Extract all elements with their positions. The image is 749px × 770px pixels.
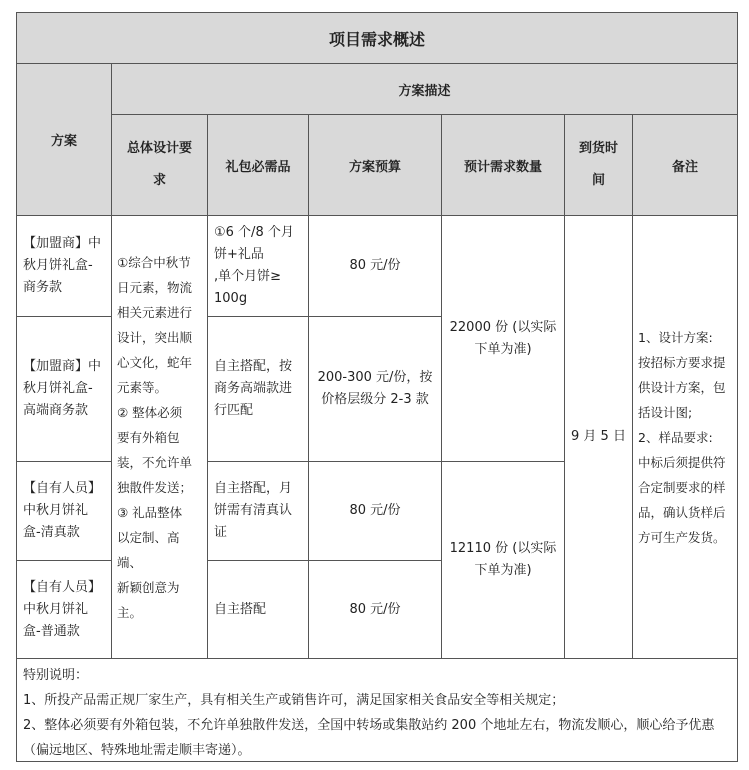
items-2-text: 自主搭配，按 商务高端款进 行匹配 (214, 359, 293, 418)
plan-name-2 (16, 316, 112, 462)
header-quantity-text: 预计需求数量 (463, 159, 542, 175)
header-design (111, 114, 208, 216)
design-requirements-text: ①综合中秋节 日元素，物流 相关元素进行 设计，突出顺 心文化，蛇年 元素等。 ② 整体必须 要有外箱包 装，不允许单 独散件发送； ③ 礼品整体 以定制、高端、 新颖创意为 主。 (117, 254, 193, 620)
notes-heading: 特别说明： (23, 668, 89, 683)
plan-name-2-text: 【加盟商】中 秋月饼礼盒- 高端商务款 (23, 359, 102, 418)
budget-1 (308, 215, 442, 317)
remarks-text: 1、设计方案: 按招标方要求提 供设计方案，包 括设计图; 2、样品要求: 中标后须提供符 合定制要求的样 品，确认货样后 方可生产发货。 (638, 329, 726, 545)
header-plan-text: 方案 (50, 134, 77, 149)
items-2 (207, 316, 309, 462)
header-budget-text: 方案预算 (348, 159, 401, 175)
items-1 (207, 215, 309, 317)
header-items-text: 礼包必需品 (225, 159, 291, 175)
items-4-text: 自主搭配 (214, 601, 267, 617)
budget-2 (308, 316, 442, 462)
items-1-text: ①6 个/8 个月 饼+礼品 ,单个月饼≥ 100g (214, 225, 294, 306)
header-remarks (632, 114, 738, 216)
header-quantity (441, 114, 565, 216)
header-arrival-text: 到货时 间 (578, 141, 618, 188)
arrival-date (564, 215, 633, 659)
budget-3-text: 80 元/份 (349, 503, 401, 518)
table-title (16, 12, 738, 64)
requirements-table (16, 12, 738, 762)
plan-name-1 (16, 215, 112, 317)
items-4 (207, 560, 309, 659)
header-budget (308, 114, 442, 216)
plan-name-3 (16, 461, 112, 561)
budget-1-text: 80 元/份 (349, 258, 401, 273)
header-group (111, 63, 738, 115)
budget-3 (308, 461, 442, 561)
budget-4 (308, 560, 442, 659)
plan-name-1-text: 【加盟商】中 秋月饼礼盒- 商务款 (23, 236, 102, 295)
items-3-text: 自主搭配，月 饼需有清真认 证 (214, 481, 293, 540)
budget-4-text: 80 元/份 (349, 601, 401, 617)
header-arrival (564, 114, 633, 216)
header-items (207, 114, 309, 216)
quantity-franchise (441, 215, 565, 462)
notes-line-1: 1、所投产品需正规厂家生产，具有相关生产或销售许可，满足国家相关食品安全等相关规定； (23, 693, 565, 708)
budget-2-text: 200-300 元/份，按 价格层级分 2-3 款 (317, 370, 433, 407)
header-design-text: 总体设计要 求 (126, 141, 192, 188)
plan-name-3-text: 【自有人员】 中秋月饼礼 盒-清真款 (23, 481, 102, 540)
special-notes (16, 658, 738, 762)
items-3 (207, 461, 309, 561)
quantity-staff-text: 12110 份 (以实际 下单为准) (449, 541, 557, 578)
plan-name-4-text: 【自有人员】 中秋月饼礼 盒-普通款 (23, 579, 102, 639)
table-title-text: 项目需求概述 (328, 29, 425, 49)
quantity-franchise-text: 22000 份 (以实际 下单为准) (449, 319, 557, 357)
quantity-staff (441, 461, 565, 659)
design-requirements (111, 215, 208, 659)
arrival-date-text: 9 月 5 日 (571, 429, 626, 444)
remarks (632, 215, 738, 659)
plan-name-4 (16, 560, 112, 659)
header-remarks-text: 备注 (671, 159, 698, 175)
header-plan (16, 63, 112, 216)
notes-line-2: 2、整体必须要有外箱包装，不允许单独散件发送，全国中转场或集散站约 200 个地址左右，物流发顺心，顺心给予优惠（偏远地区、特殊地址需走顺丰寄递）。 (23, 718, 715, 758)
header-group-text: 方案描述 (398, 83, 451, 99)
